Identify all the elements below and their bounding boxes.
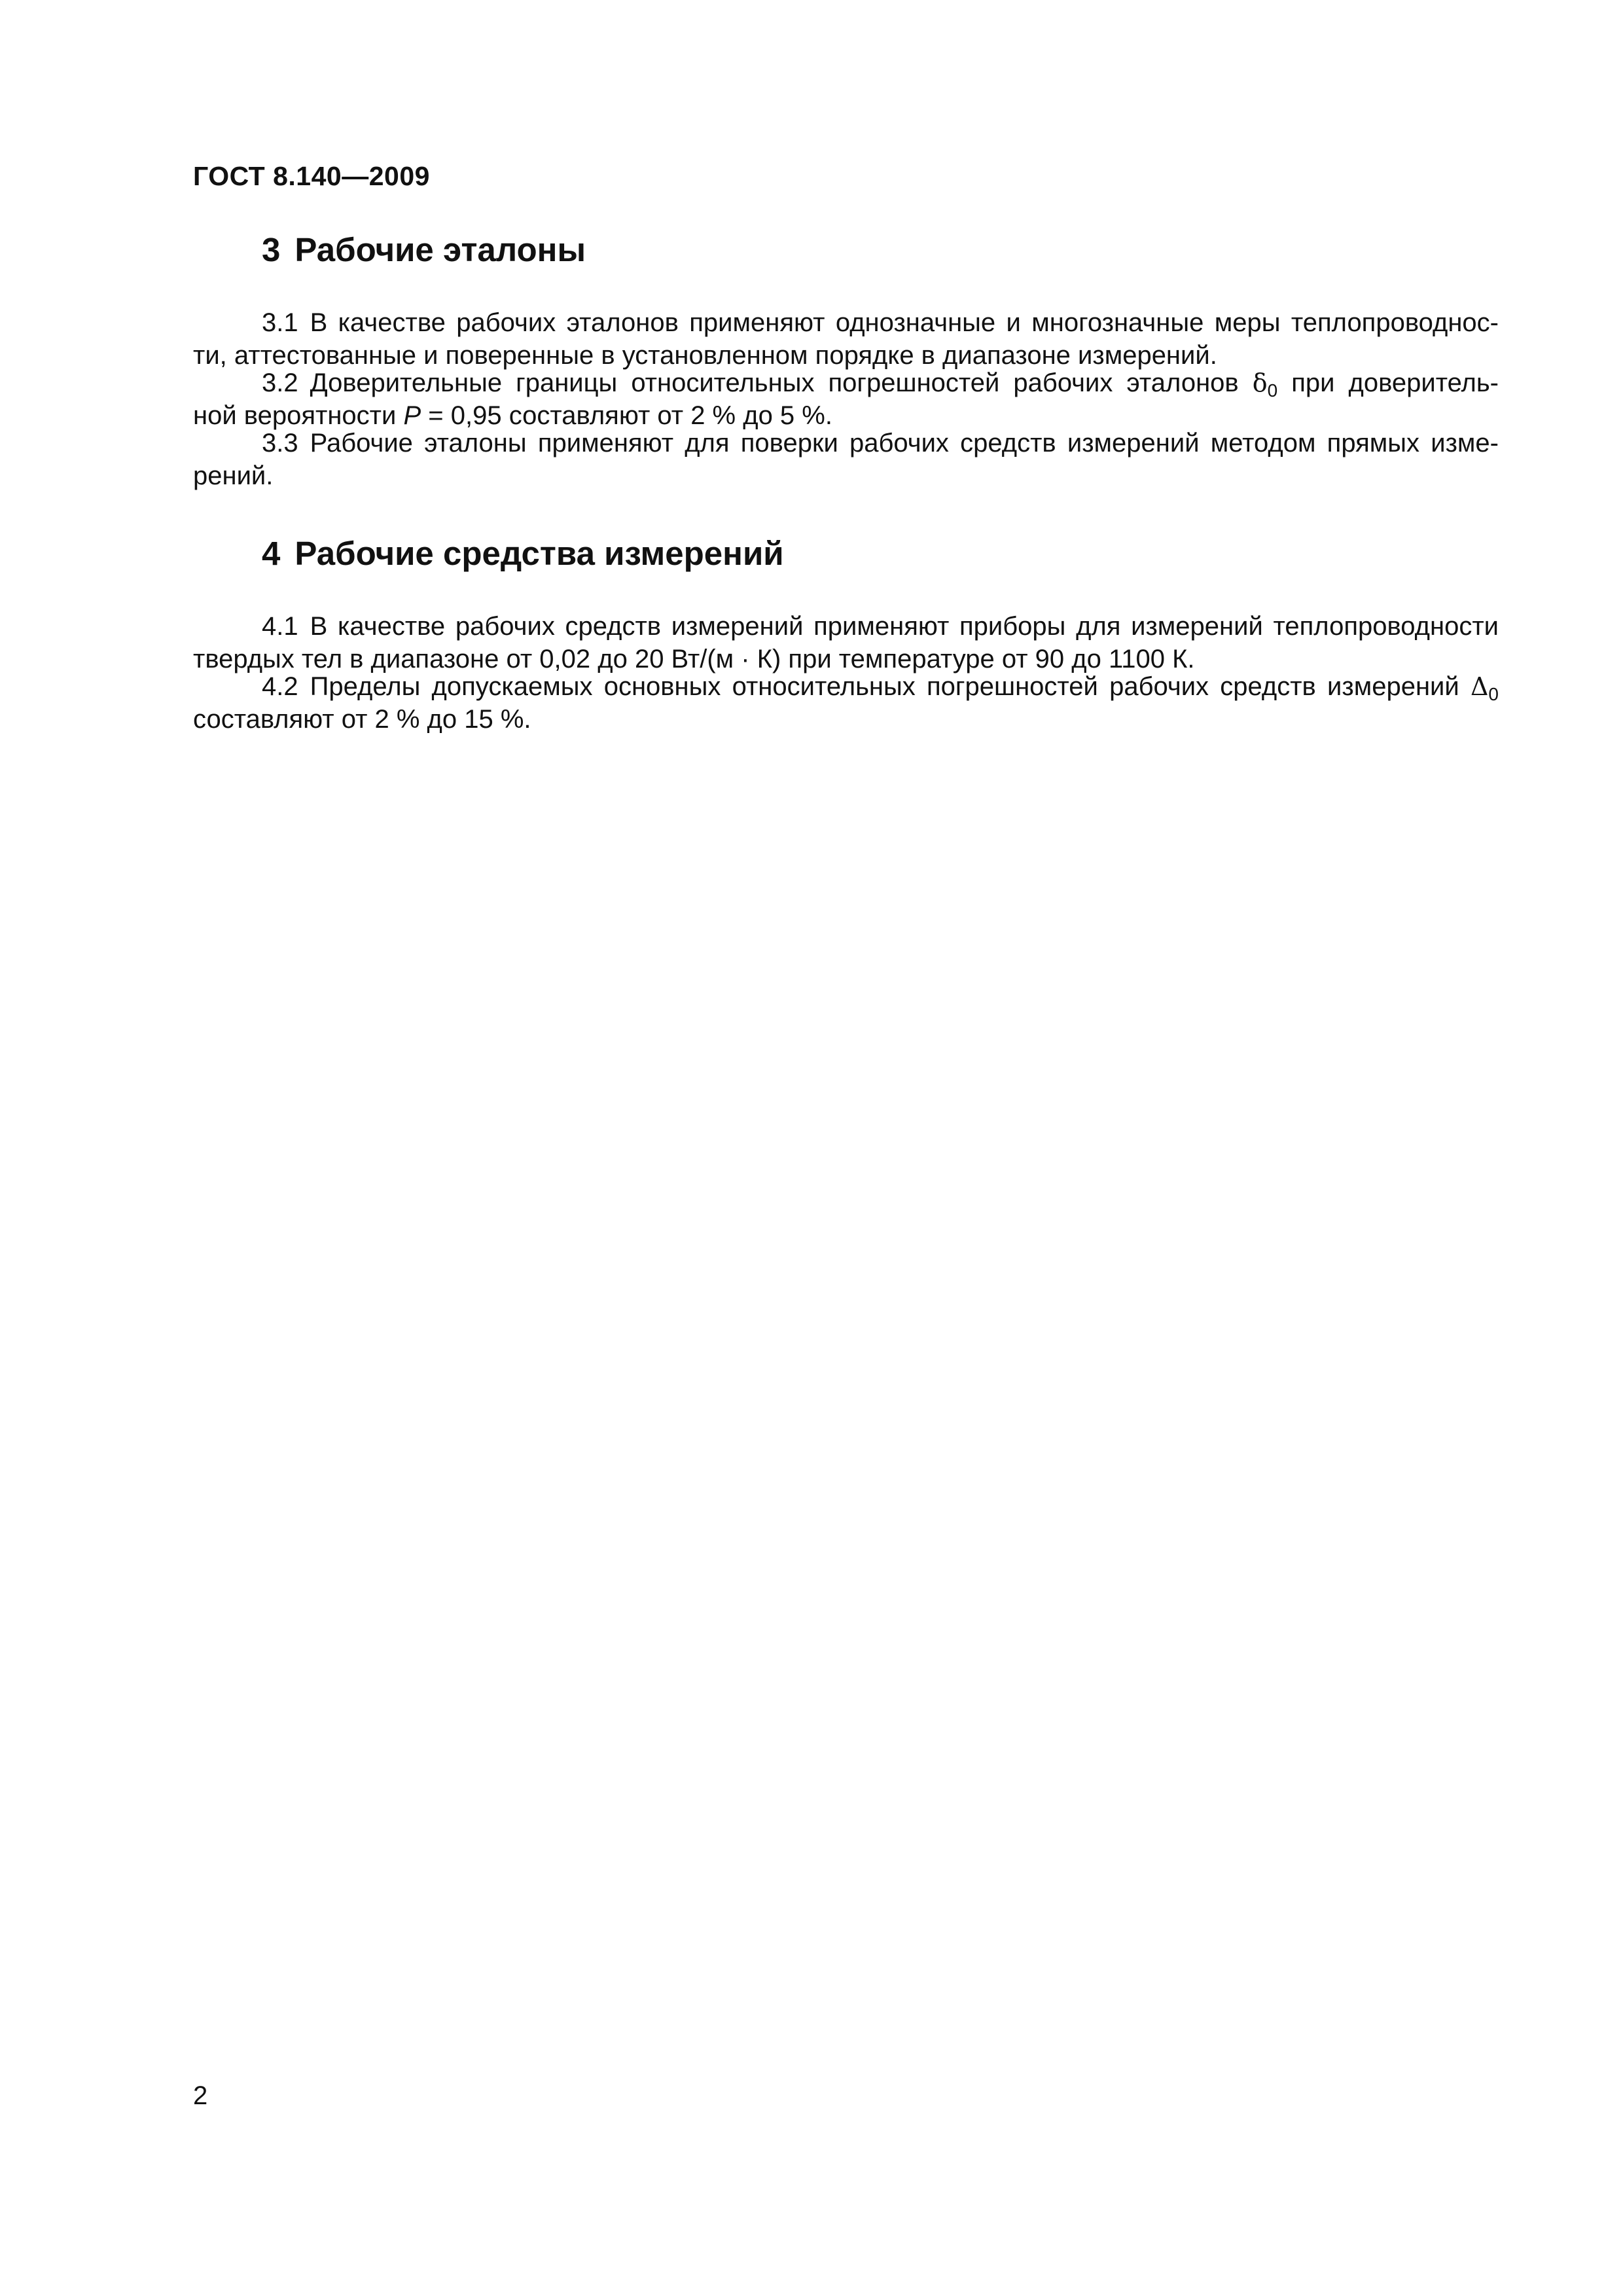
- clause-4-2-text-1: Пределы допускаемых основных относительных погрешностей рабочих средств измерений: [310, 672, 1459, 701]
- clause-3-2-text-1: Доверительные границы относительных погрешностей рабочих эталонов: [310, 368, 1239, 397]
- page-number: 2: [193, 2081, 208, 2110]
- clause-4-1-line-2: твердых тел в диапазоне от 0,02 до 20 Вт/(м · К) при температуре от 90 до 1100 К.: [193, 645, 1195, 673]
- clause-3-3-line-2: рений.: [193, 461, 274, 490]
- clause-3-3-line-1: [193, 427, 1499, 459]
- clause-3-2-text-2a: ной вероятности: [193, 401, 397, 430]
- clause-3-3: [193, 427, 1499, 492]
- section-3-heading: [262, 230, 586, 269]
- clause-4-2-number: 4.2: [262, 672, 298, 701]
- section-4-heading: [262, 534, 784, 573]
- clause-4-2-line-1: [193, 670, 1499, 703]
- clause-3-1-number: 3.1: [262, 308, 298, 337]
- section-3-title: Рабочие эталоны: [294, 231, 586, 268]
- clause-3-2-text-tail: при доверитель-: [1291, 368, 1499, 397]
- section-3-number: 3: [262, 231, 281, 268]
- capital-delta-symbol: Δ: [1470, 672, 1489, 701]
- section-4-title: Рабочие средства измерений: [294, 535, 784, 572]
- delta-symbol: δ: [1252, 368, 1268, 397]
- clause-3-2: [193, 367, 1499, 432]
- capital-delta-subscript: 0: [1488, 684, 1499, 704]
- clause-4-1: [193, 610, 1499, 675]
- clause-3-2-text-2b: = 0,95 составляют от 2 % до 5 %.: [428, 401, 832, 430]
- document-code: ГОСТ 8.140—2009: [193, 161, 430, 191]
- clause-4-2-line-2: составляют от 2 % до 15 %.: [193, 705, 531, 734]
- section-4-number: 4: [262, 535, 281, 572]
- delta-subscript: 0: [1267, 380, 1278, 401]
- probability-variable: P: [403, 401, 421, 430]
- clause-4-1-line-1: [193, 610, 1499, 643]
- clause-4-2: [193, 670, 1499, 736]
- clause-3-1-line-2: ти, аттестованные и поверенные в установленном порядке в диапазоне измерений.: [193, 341, 1217, 370]
- clause-3-1-text-1: В качестве рабочих эталонов применяют однозначные и многозначные меры теплопроводнос-: [310, 308, 1499, 337]
- clause-3-3-number: 3.3: [262, 429, 298, 457]
- clause-3-2-number: 3.2: [262, 368, 298, 397]
- clause-3-1: [193, 306, 1499, 372]
- clause-3-1-line-1: [193, 306, 1499, 339]
- clause-4-1-text-1: В качестве рабочих средств измерений применяют приборы для измерений теплопроводности: [310, 612, 1499, 641]
- clause-3-2-line-1: [193, 367, 1499, 399]
- clause-4-1-number: 4.1: [262, 612, 298, 641]
- clause-3-3-text-1: Рабочие эталоны применяют для поверки рабочих средств измерений методом прямых изме-: [310, 429, 1499, 457]
